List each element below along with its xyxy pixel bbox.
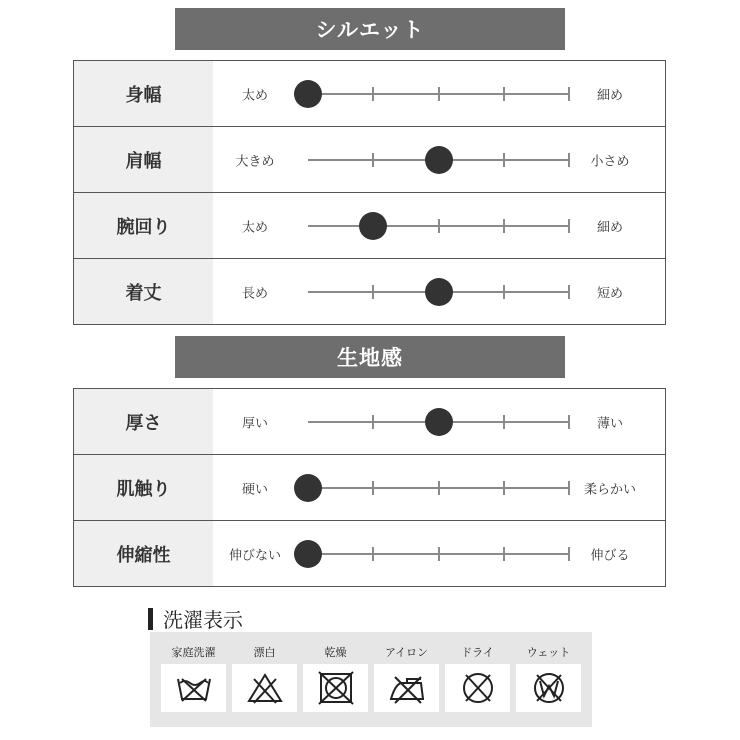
- iron-crossed-icon: [387, 671, 427, 705]
- row-label: 腕回り: [74, 193, 213, 258]
- care-item-box: [374, 664, 439, 712]
- scale-tick: [438, 481, 440, 495]
- scale-row: [74, 61, 665, 127]
- fabric-table: [73, 388, 666, 587]
- scale-right-label: 短め: [596, 286, 623, 301]
- scale-tick: [372, 87, 374, 101]
- row-body: [213, 259, 665, 324]
- scale-right-label: 薄い: [596, 416, 623, 431]
- scale-marker: [425, 408, 453, 436]
- scale-tick: [503, 285, 505, 299]
- scale-row: [74, 127, 665, 193]
- scale-left-label: 厚い: [241, 416, 268, 431]
- silhouette-title-text: シルエット: [315, 18, 425, 42]
- row-label: 身幅: [74, 61, 213, 126]
- scale-row: [74, 389, 665, 455]
- scale-left-label: 大きめ: [235, 154, 275, 169]
- scale-left-label: 伸びない: [228, 548, 281, 563]
- rating-scale: [308, 282, 569, 302]
- row-body: [213, 127, 665, 192]
- care-panel: [150, 632, 592, 727]
- silhouette-section-title: [175, 8, 565, 50]
- row-label: 厚さ: [74, 389, 213, 454]
- row-label: 伸縮性: [74, 521, 213, 586]
- care-item-box: [161, 664, 226, 712]
- row-body: [213, 193, 665, 258]
- scale-left-label: 硬い: [241, 482, 268, 497]
- scale-tick: [503, 547, 505, 561]
- scale-row: [74, 521, 665, 587]
- care-item-label: ドライ: [461, 646, 494, 659]
- row-body: [213, 521, 665, 586]
- scale-right-label: 細め: [596, 220, 623, 235]
- scale-marker: [425, 278, 453, 306]
- rating-scale: [308, 544, 569, 564]
- silhouette-table: [73, 60, 666, 325]
- scale-tick: [372, 415, 374, 429]
- scale-marker: [359, 212, 387, 240]
- scale-tick: [503, 415, 505, 429]
- title-bar-marker: [148, 608, 153, 630]
- scale-tick: [503, 481, 505, 495]
- scale-right-label: 小さめ: [590, 154, 630, 169]
- scale-tick: [438, 547, 440, 561]
- row-label: 肩幅: [74, 127, 213, 192]
- care-item-label: アイロン: [384, 646, 428, 659]
- care-item-box: [232, 664, 297, 712]
- scale-right-label: 伸びる: [590, 548, 630, 563]
- scale-tick: [372, 481, 374, 495]
- row-body: [213, 389, 665, 454]
- scale-tick: [438, 87, 440, 101]
- care-item-box: [303, 664, 368, 712]
- care-item-label: 漂白: [253, 646, 276, 659]
- scale-right-label: 柔らかい: [583, 482, 636, 497]
- scale-tick: [372, 153, 374, 167]
- rating-scale: [308, 84, 569, 104]
- tumble-dry-crossed-icon: [316, 671, 356, 705]
- care-item-box: [445, 664, 510, 712]
- scale-tick: [372, 547, 374, 561]
- row-label: 肌触り: [74, 455, 213, 520]
- scale-tick: [438, 219, 440, 233]
- rating-scale: [308, 150, 569, 170]
- dry-clean-crossed-icon: [458, 671, 498, 705]
- row-label: 着丈: [74, 259, 213, 324]
- scale-left-label: 太め: [241, 88, 268, 103]
- row-body: [213, 455, 665, 520]
- scale-tick: [503, 87, 505, 101]
- scale-left-label: 長め: [241, 286, 268, 301]
- rating-scale: [308, 478, 569, 498]
- scale-left-label: 太め: [241, 220, 268, 235]
- scale-marker: [294, 474, 322, 502]
- fabric-section-title: [175, 336, 565, 378]
- scale-marker: [294, 540, 322, 568]
- scale-tick: [372, 285, 374, 299]
- row-body: [213, 61, 665, 126]
- scale-row: [74, 193, 665, 259]
- care-item-label: 乾燥: [324, 646, 347, 659]
- fabric-title-text: 生地感: [337, 346, 403, 370]
- rating-scale: [308, 216, 569, 236]
- care-item-label: ウェット: [526, 646, 571, 659]
- care-section-title: [148, 604, 243, 633]
- scale-right-label: 細め: [596, 88, 623, 103]
- scale-row: [74, 259, 665, 325]
- scale-marker: [425, 146, 453, 174]
- scale-row: [74, 455, 665, 521]
- triangle-crossed-icon: [245, 671, 285, 705]
- rating-scale: [308, 412, 569, 432]
- care-item-label: 家庭洗濯: [171, 646, 216, 659]
- scale-tick: [503, 153, 505, 167]
- scale-marker: [294, 80, 322, 108]
- care-title-text: 洗濯表示: [163, 608, 243, 632]
- care-item-box: [516, 664, 581, 712]
- washtub-crossed-icon: [174, 671, 214, 705]
- scale-tick: [503, 219, 505, 233]
- wet-clean-crossed-icon: [529, 671, 569, 705]
